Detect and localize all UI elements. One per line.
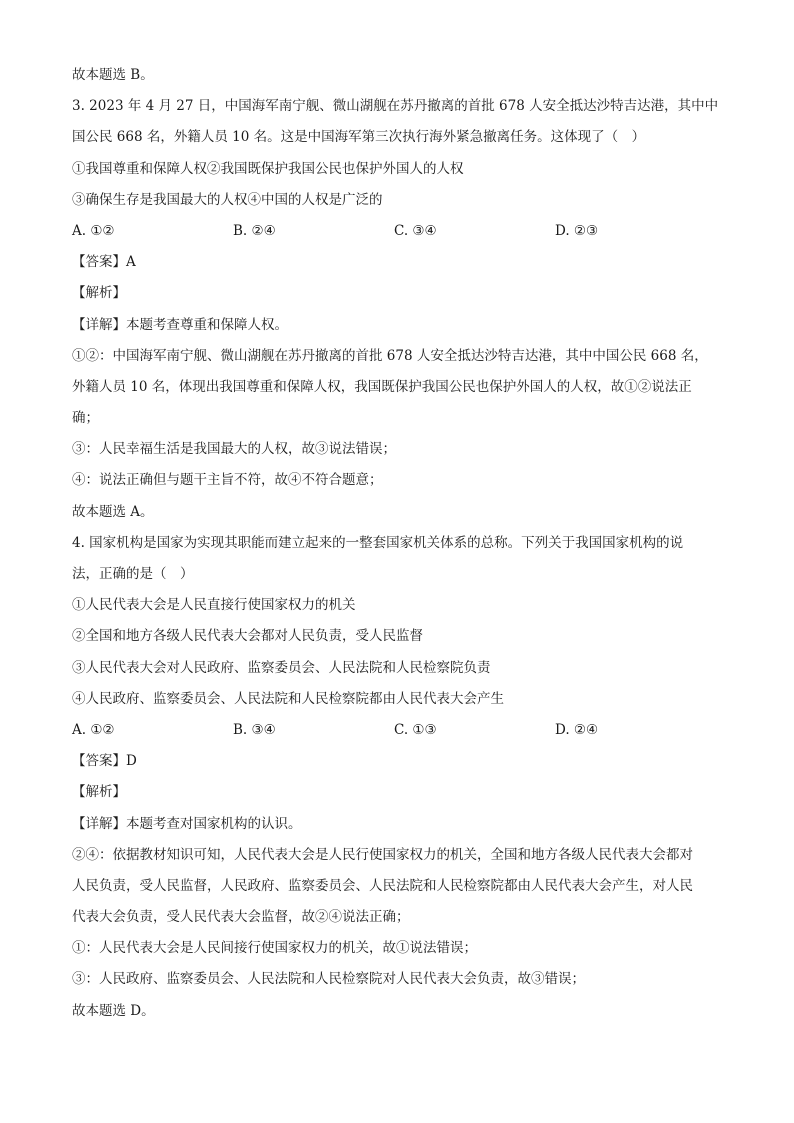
option-c: C. ①③ xyxy=(394,721,437,738)
question-4-stem: 4. 国家机构是国家为实现其职能而建立起来的一整套国家机关体系的总称。下列关于我国国家机构的说 xyxy=(72,534,684,551)
question-4-options xyxy=(72,715,724,746)
question-3-answer: 【答案】A xyxy=(72,254,136,271)
question-3-stem-cont: 国公民 668 名，外籍人员 10 名。这是中国海军第三次执行海外紧急撤离任务。这体现了（ ） xyxy=(72,129,646,146)
option-d: D. ②④ xyxy=(555,721,599,738)
question-4-analysis-label: 【解析】 xyxy=(72,784,126,801)
analysis-line: 故本题选 A。 xyxy=(72,503,154,520)
analysis-line: 人民负责，受人民监督，人民政府、监察委员会、人民法院和人民检察院都由人民代表大会产生，对人民 xyxy=(72,877,693,894)
analysis-line: ②④：依据教材知识可知，人民代表大会是人民行使国家权力的机关，全国和地方各级人民代表大会都对 xyxy=(72,846,693,863)
option-a: A. ①② xyxy=(72,721,115,738)
question-3-statement: ③确保生存是我国最大的人权④中国的人权是广泛的 xyxy=(72,191,383,208)
analysis-line: 【详解】本题考查尊重和保障人权。 xyxy=(72,316,288,333)
option-c: C. ③④ xyxy=(394,222,437,239)
option-d: D. ②③ xyxy=(555,222,599,239)
question-4-stem-cont: 法，正确的是（ ） xyxy=(72,566,194,582)
analysis-line: 外籍人员 10 名，体现出我国尊重和保障人权，我国既保护我国公民也保护外国人的人权，故①②说法正 xyxy=(72,378,692,395)
analysis-line: ③：人民幸福生活是我国最大的人权，故③说法错误； xyxy=(72,441,396,458)
question-4-statement: ④人民政府、监察委员会、人民法院和人民检察院都由人民代表大会产生 xyxy=(72,690,504,707)
analysis-line: ①②：中国海军南宁舰、微山湖舰在苏丹撤离的首批 678 人安全抵达沙特吉达港，其中中国公民 668 名， xyxy=(72,347,708,364)
question-3-statement: ①我国尊重和保障人权②我国既保护我国公民也保护外国人的人权 xyxy=(72,160,464,177)
option-a: A. ①② xyxy=(72,222,115,239)
question-4-statement: ①人民代表大会是人民直接行使国家权力的机关 xyxy=(72,597,356,614)
question-3-stem: 3. 2023 年 4 月 27 日，中国海军南宁舰、微山湖舰在苏丹撤离的首批 678 人安全抵达沙特吉达港，其中中 xyxy=(72,98,719,115)
text-line: 故本题选 B。 xyxy=(72,67,154,83)
analysis-line: 代表大会负责，受人民代表大会监督，故②④说法正确； xyxy=(72,909,410,926)
option-b: B. ②④ xyxy=(233,222,276,239)
question-4-answer: 【答案】D xyxy=(72,753,137,770)
analysis-line: 【详解】本题考查对国家机构的认识。 xyxy=(72,815,302,832)
question-4-statement: ③人民代表大会对人民政府、监察委员会、人民法院和人民检察院负责 xyxy=(72,659,491,676)
analysis-line: ③：人民政府、监察委员会、人民法院和人民检察院对人民代表大会负责，故③错误； xyxy=(72,971,585,988)
option-b: B. ③④ xyxy=(233,721,276,738)
question-4-statement: ②全国和地方各级人民代表大会都对人民负责，受人民监督 xyxy=(72,628,423,645)
analysis-line: ④：说法正确但与题干主旨不符，故④不符合题意； xyxy=(72,472,383,489)
document-page xyxy=(72,60,724,1027)
question-3-options xyxy=(72,216,724,247)
analysis-line: 确； xyxy=(72,410,99,427)
analysis-line: 故本题选 D。 xyxy=(72,1002,155,1019)
question-3-analysis-label: 【解析】 xyxy=(72,285,126,302)
analysis-line: ①：人民代表大会是人民间接行使国家权力的机关，故①说法错误； xyxy=(72,940,477,957)
